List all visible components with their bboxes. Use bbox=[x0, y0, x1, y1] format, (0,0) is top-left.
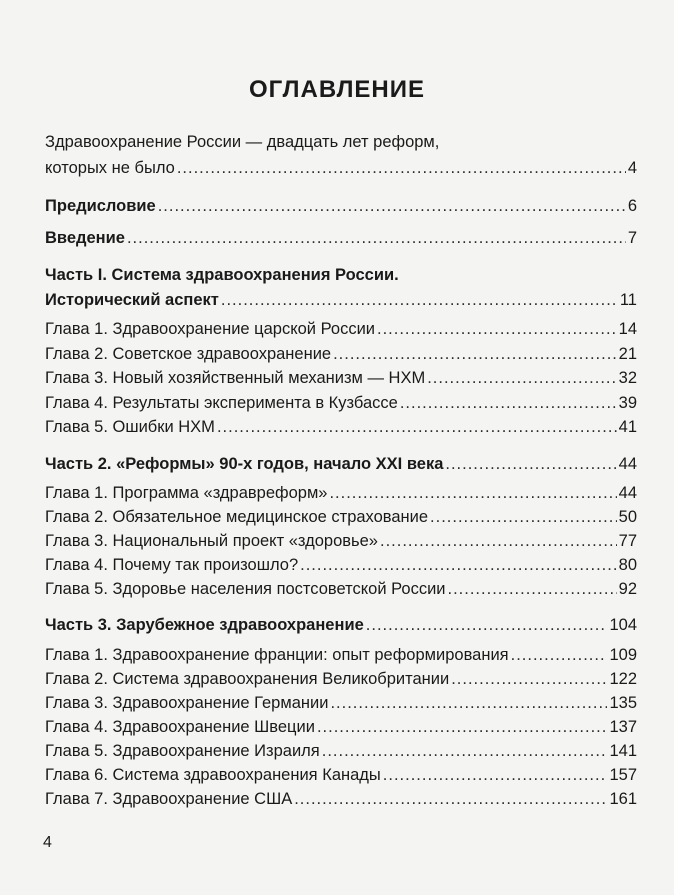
toc-page: 32 bbox=[618, 369, 637, 387]
leader-dots bbox=[217, 418, 617, 437]
toc-page: 14 bbox=[618, 320, 637, 338]
toc-label: Часть 3. Зарубежное здравоохранение bbox=[45, 616, 364, 634]
toc-chapter[interactable] bbox=[45, 532, 637, 551]
toc-chapter[interactable] bbox=[45, 790, 637, 809]
toc-page: 157 bbox=[609, 766, 637, 784]
toc-intro[interactable] bbox=[45, 159, 637, 178]
leader-dots bbox=[511, 646, 608, 665]
toc-page: 39 bbox=[618, 394, 637, 412]
toc-page: 135 bbox=[609, 694, 637, 712]
toc-chapter[interactable] bbox=[45, 394, 637, 413]
leader-dots bbox=[329, 484, 616, 503]
toc-page: 4 bbox=[627, 159, 637, 177]
toc-chapter[interactable] bbox=[45, 556, 637, 575]
toc-label: Глава 3. Новый хозяйственный механизм — НХМ bbox=[45, 369, 426, 387]
leader-dots bbox=[445, 455, 616, 474]
page-number: 4 bbox=[43, 834, 52, 851]
toc-label: Глава 3. Национальный проект «здоровье» bbox=[45, 532, 378, 550]
toc-label: Часть 2. «Реформы» 90-х годов, начало XXI века bbox=[45, 455, 444, 473]
toc-page: 44 bbox=[618, 484, 637, 502]
toc-chapter[interactable] bbox=[45, 718, 637, 737]
toc-label: Глава 5. Здравоохранение Израиля bbox=[45, 742, 320, 760]
toc-label: Глава 1. Здравоохранение франции: опыт реформирования bbox=[45, 646, 509, 664]
leader-dots bbox=[377, 320, 617, 339]
toc-page: 50 bbox=[618, 508, 637, 526]
leader-dots bbox=[300, 556, 617, 575]
leader-dots bbox=[380, 532, 617, 551]
toc-chapter[interactable] bbox=[45, 508, 637, 527]
toc-page: 141 bbox=[609, 742, 637, 760]
toc-label: Глава 4. Результаты эксперимента в Кузбассе bbox=[45, 394, 398, 412]
toc-page: 11 bbox=[619, 291, 637, 309]
toc-label: Глава 1. Программа «здравреформ» bbox=[45, 484, 328, 502]
toc-chapter[interactable] bbox=[45, 766, 637, 785]
leader-dots bbox=[330, 694, 607, 713]
toc-label: Глава 7. Здравоохранение США bbox=[45, 790, 293, 808]
toc-intro-line1: Здравоохранение России — двадцать лет реформ, bbox=[45, 133, 440, 151]
toc-chapter[interactable] bbox=[45, 345, 637, 364]
leader-dots bbox=[322, 742, 608, 761]
toc-label: Введение bbox=[45, 229, 125, 247]
leader-dots bbox=[451, 670, 607, 689]
toc-part1[interactable] bbox=[45, 291, 637, 310]
leader-dots bbox=[317, 718, 608, 737]
leader-dots bbox=[158, 197, 626, 216]
toc-page: 77 bbox=[618, 532, 637, 550]
toc-page: 122 bbox=[609, 670, 637, 688]
toc-introduction[interactable] bbox=[45, 229, 637, 248]
toc-page: 109 bbox=[609, 646, 637, 664]
page-title: ОГЛАВЛЕНИЕ bbox=[248, 76, 426, 103]
toc-chapter[interactable] bbox=[45, 320, 637, 339]
toc-label: Глава 2. Система здравоохранения Великобритании bbox=[45, 670, 450, 688]
toc-chapter[interactable] bbox=[45, 484, 637, 503]
toc-label: Глава 3. Здравоохранение Германии bbox=[45, 694, 329, 712]
toc-label: Глава 2. Советское здравоохранение bbox=[45, 345, 332, 363]
leader-dots bbox=[294, 790, 607, 809]
toc-page: 104 bbox=[609, 616, 637, 634]
toc-label: Глава 4. Почему так произошло? bbox=[45, 556, 299, 574]
toc-label: Глава 6. Система здравоохранения Канады bbox=[45, 766, 381, 784]
toc-chapter[interactable] bbox=[45, 670, 637, 689]
leader-dots bbox=[333, 345, 617, 364]
toc-label: Глава 1. Здравоохранение царской России bbox=[45, 320, 375, 338]
toc-label: Исторический аспект bbox=[45, 291, 219, 309]
leader-dots bbox=[430, 508, 617, 527]
leader-dots bbox=[400, 394, 617, 413]
toc-chapter[interactable] bbox=[45, 580, 637, 599]
toc-page: 21 bbox=[618, 345, 637, 363]
toc-part3[interactable] bbox=[45, 616, 637, 635]
leader-dots bbox=[127, 229, 626, 248]
toc-label: Глава 2. Обязательное медицинское страхование bbox=[45, 508, 429, 526]
leader-dots bbox=[383, 766, 608, 785]
toc-chapter[interactable] bbox=[45, 694, 637, 713]
toc-page: 41 bbox=[618, 418, 637, 436]
toc-page: 137 bbox=[609, 718, 637, 736]
toc-label: Предисловие bbox=[45, 197, 156, 215]
toc-page: 161 bbox=[609, 790, 637, 808]
toc-preface[interactable] bbox=[45, 197, 637, 216]
toc-label: которых не было bbox=[45, 159, 175, 177]
toc-label: Глава 5. Ошибки НХМ bbox=[45, 418, 215, 436]
toc-page: 6 bbox=[627, 197, 637, 215]
leader-dots bbox=[448, 580, 617, 599]
leader-dots bbox=[366, 616, 608, 635]
toc-label: Глава 4. Здравоохранение Швеции bbox=[45, 718, 315, 736]
toc-page: 92 bbox=[618, 580, 637, 598]
leader-dots bbox=[427, 369, 616, 388]
toc-page: 80 bbox=[618, 556, 637, 574]
toc-chapter[interactable] bbox=[45, 418, 637, 437]
toc-chapter[interactable] bbox=[45, 646, 637, 665]
toc-part1-line1: Часть I. Система здравоохранения России. bbox=[45, 266, 399, 284]
toc-chapter[interactable] bbox=[45, 369, 637, 388]
leader-dots bbox=[177, 159, 626, 178]
toc-page: 7 bbox=[627, 229, 637, 247]
toc-part2[interactable] bbox=[45, 455, 637, 474]
toc-label: Глава 5. Здоровье населения постсоветской России bbox=[45, 580, 446, 598]
toc-chapter[interactable] bbox=[45, 742, 637, 761]
toc-page: 44 bbox=[618, 455, 637, 473]
leader-dots bbox=[221, 291, 618, 310]
